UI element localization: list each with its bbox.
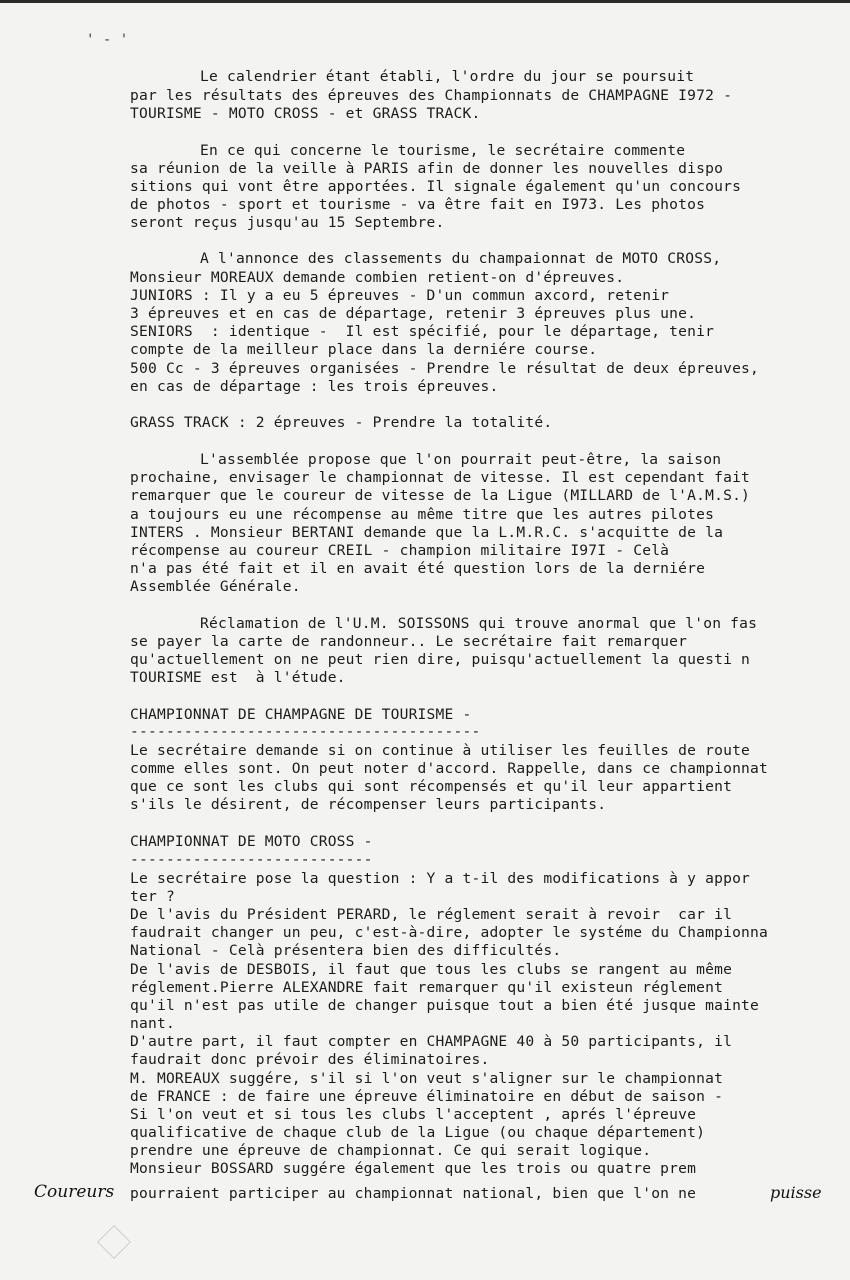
text-line: En ce qui concerne le tourisme, le secrétaire commente (200, 142, 686, 159)
text-line: De l'avis du Président PERARD, le réglement serait à revoir car il (130, 906, 733, 923)
text-line: de FRANCE : de faire une épreuve éliminatoire en début de saison - (130, 1088, 724, 1105)
text-line: pourraient participer au championnat national, bien que l'on ne (130, 1185, 697, 1202)
text-line: Si l'on veut et si tous les clubs l'acceptent , aprés l'épreuve (130, 1106, 697, 1123)
text-line: n'a pas été fait et il en avait été question lors de la derniére (130, 560, 706, 577)
text-line: National - Celà présentera bien des difficultés. (130, 942, 562, 959)
page-top-edge (0, 0, 850, 3)
text-line: prochaine, envisager le championnat de vitesse. Il est cependant fait (130, 469, 751, 486)
text-line: récompense au coureur CREIL - champion militaire I97I - Celà (130, 542, 670, 559)
heading-underline: --------------------------- (130, 851, 373, 868)
text-line: en cas de départage : les trois épreuves. (130, 378, 499, 395)
text-line: L'assemblée propose que l'on pourrait peut-être, la saison (200, 451, 722, 468)
text-line: INTERS . Monsieur BERTANI demande que la L.M.R.C. s'acquitte de la (130, 524, 724, 541)
text-line: réglement.Pierre ALEXANDRE fait remarquer qu'il existeun réglement (130, 979, 724, 996)
text-line: M. MOREAUX suggére, s'il si l'on veut s'aligner sur le championnat (130, 1070, 724, 1087)
text-line: JUNIORS : Il y a eu 5 épreuves - D'un commun axcord, retenir (130, 287, 670, 304)
section-heading: CHAMPIONNAT DE MOTO CROSS - (130, 833, 373, 850)
text-line: De l'avis de DESBOIS, il faut que tous les clubs se rangent au même (130, 961, 733, 978)
text-line: a toujours eu une récompense au même titre que les autres pilotes (130, 506, 715, 523)
text-line: s'ils le désirent, de récompenser leurs participants. (130, 796, 607, 813)
text-line: se payer la carte de randonneur.. Le secrétaire fait remarquer (130, 633, 688, 650)
text-line: Assemblée Générale. (130, 578, 301, 595)
text-line: Réclamation de l'U.M. SOISSONS qui trouve anormal que l'on fas (200, 615, 758, 632)
text-line: comme elles sont. On peut noter d'accord. Rappelle, dans ce championnat (130, 760, 769, 777)
text-line: seront reçus jusqu'au 15 Septembre. (130, 214, 445, 231)
text-line: nant. (130, 1015, 175, 1032)
heading-underline: --------------------------------------- (130, 723, 481, 740)
text-line: Le secrétaire pose la question : Y a t-il des modifications à y appor (130, 870, 751, 887)
text-line: que ce sont les clubs qui sont récompensés et qu'il leur appartient (130, 778, 733, 795)
text-line: SENIORS : identique - Il est spécifié, pour le départage, tenir (130, 323, 715, 340)
section-heading: CHAMPIONNAT DE CHAMPAGNE DE TOURISME - (130, 706, 472, 723)
text-line: A l'annonce des classements du champaionnat de MOTO CROSS, (200, 250, 722, 267)
text-line: Monsieur MOREAUX demande combien retient-on d'épreuves. (130, 269, 625, 286)
text-line: sitions qui vont être apportées. Il signale également qu'un concours (130, 178, 742, 195)
text-line: Monsieur BOSSARD suggére également que les trois ou quatre prem (130, 1160, 697, 1177)
text-line: compte de la meilleur place dans la derniére course. (130, 341, 598, 358)
text-line: qu'il n'est pas utile de changer puisque tout a bien été jusque mainte (130, 997, 760, 1014)
handwritten-margin-note: Coureurs (34, 1182, 115, 1202)
text-line: Le secrétaire demande si on continue à utiliser les feuilles de route (130, 742, 751, 759)
corner-marks: ' - ' (86, 32, 129, 48)
text-line: TOURISME - MOTO CROSS - et GRASS TRACK. (130, 105, 481, 122)
text-line: ter ? (130, 888, 175, 905)
text-line: remarquer que le coureur de vitesse de la Ligue (MILLARD de l'A.M.S.) (130, 487, 751, 504)
text-line: GRASS TRACK : 2 épreuves - Prendre la totalité. (130, 414, 553, 431)
text-line: par les résultats des épreuves des Championnats de CHAMPAGNE I972 - (130, 87, 733, 104)
text-line: 3 épreuves et en cas de départage, retenir 3 épreuves plus une. (130, 305, 697, 322)
text-line: faudrait changer un peu, c'est-à-dire, adopter le systéme du Championna (130, 924, 769, 941)
text-line: de photos - sport et tourisme - va être fait en I973. Les photos (130, 196, 706, 213)
text-line: qualificative de chaque club de la Ligue (ou chaque département) (130, 1124, 706, 1141)
text-line: 500 Cc - 3 épreuves organisées - Prendre le résultat de deux épreuves, (130, 360, 760, 377)
text-line: sa réunion de la veille à PARIS afin de donner les nouvelles dispo (130, 160, 724, 177)
text-line: D'autre part, il faut compter en CHAMPAGNE 40 à 50 participants, il (130, 1033, 733, 1050)
faint-watermark-mark (97, 1225, 131, 1259)
text-line: TOURISME est à l'étude. (130, 669, 346, 686)
handwritten-correction: puisse (770, 1183, 822, 1202)
text-line: faudrait donc prévoir des éliminatoires. (130, 1051, 490, 1068)
text-line: prendre une épreuve de championnat. Ce qui serait logique. (130, 1142, 652, 1159)
text-line: Le calendrier étant établi, l'ordre du jour se poursuit (200, 68, 695, 85)
text-line: qu'actuellement on ne peut rien dire, puisqu'actuellement la questi n (130, 651, 751, 668)
